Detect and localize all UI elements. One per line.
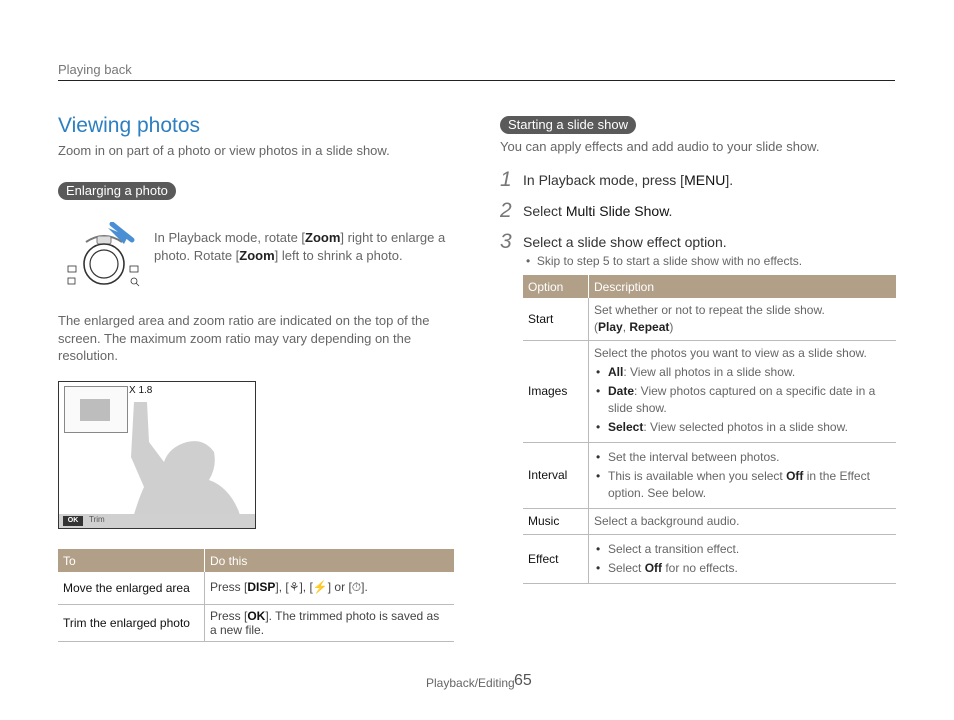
ok-button-icon: OK	[63, 516, 83, 526]
menu-key-icon: MENU	[684, 172, 726, 188]
step-text: Select a slide show effect option.	[523, 234, 727, 250]
option-description: Select the photos you want to view as a slide show. • All: View all photos in a slide show. • Date: View photos captured on a specific date in a slide show. • Select: View selected photos in a slide show.	[589, 341, 897, 443]
step-number: 3	[500, 230, 512, 253]
person-silhouette	[109, 402, 256, 529]
option-label: Music	[523, 509, 589, 535]
table-row	[58, 572, 454, 604]
option-label: Start	[523, 298, 589, 341]
trim-label: Trim	[89, 515, 105, 524]
option-label: Interval	[523, 443, 589, 509]
table-header: To	[58, 549, 205, 572]
table-cell: Move the enlarged area	[58, 572, 205, 604]
ok-key-icon: OK	[247, 608, 266, 623]
table-cell: Trim the enlarged photo	[58, 604, 205, 641]
zoom-lever-icon	[64, 222, 144, 288]
option-description: • Set the interval between photos. • This is available when you select Off in the Effect option. See below.	[589, 443, 897, 509]
option-label: Images	[523, 341, 589, 443]
option-description: Set whether or not to repeat the slide show. (Play, Repeat)	[589, 298, 897, 341]
table-row	[58, 604, 454, 641]
screen-bottom-bar	[59, 514, 255, 528]
step-text: In Playback mode, press [MENU].	[523, 172, 734, 188]
step-3	[500, 230, 727, 254]
step-2	[500, 199, 673, 223]
flash-icon: ⚡	[312, 580, 328, 595]
header-divider	[58, 80, 895, 81]
camera-screen-preview	[58, 381, 256, 529]
zoom-ratio: X 1.8	[129, 385, 153, 396]
slideshow-options-table	[523, 275, 896, 584]
table-header: Option	[523, 275, 589, 298]
zoom-note: The enlarged area and zoom ratio are indicated on the top of the screen. The maximum zoom ratio may vary depending on the resolution.	[58, 313, 430, 363]
step-text: Select Multi Slide Show.	[523, 203, 673, 219]
zoom-key-label: Zoom	[305, 230, 341, 245]
page-subtitle: Zoom in on part of a photo or view photos in a slide show.	[58, 143, 390, 158]
zoom-key-label: Zoom	[239, 247, 275, 263]
table-row	[523, 443, 896, 509]
table-header: Do this	[205, 549, 455, 572]
page-number: 65	[514, 672, 532, 689]
disp-key-icon: DISP	[247, 580, 276, 595]
section-label-enlarging: Enlarging a photo	[58, 182, 176, 200]
timer-icon: ⏱	[351, 580, 362, 595]
table-cell: Press [OK]. The trimmed photo is saved as a new file.	[205, 604, 455, 641]
step-3-note: • Skip to step 5 to start a slide show with no effects.	[526, 254, 803, 268]
page-title: Viewing photos	[58, 114, 201, 137]
zoom-navigator	[64, 386, 128, 433]
section-label-slideshow: Starting a slide show	[500, 116, 636, 134]
step-number: 1	[500, 168, 512, 191]
breadcrumb: Playing back	[58, 62, 132, 77]
option-label: Effect	[523, 535, 589, 584]
zoom-lever-illustration	[64, 222, 144, 288]
macro-icon: ⚘	[288, 580, 300, 595]
table-row	[523, 535, 896, 584]
enlarge-actions-table	[58, 549, 454, 642]
table-row	[523, 298, 896, 341]
footer-section: Playback/Editing	[426, 676, 515, 690]
slideshow-intro: You can apply effects and add audio to your slide show.	[500, 139, 820, 154]
step-number: 2	[500, 199, 512, 222]
table-row	[523, 509, 896, 535]
step-1	[500, 168, 734, 192]
table-cell: Press [DISP], [⚘], [⚡] or [⏱].	[205, 572, 455, 604]
menu-option-name: Multi Slide Show	[565, 203, 669, 219]
table-row	[523, 341, 896, 443]
option-description: Select a background audio.	[589, 509, 897, 535]
zoom-instruction: In Playback mode, rotate [Zoom] right to enlarge a photo. Rotate [Zoom] left to shrink a photo.	[154, 230, 446, 263]
table-header: Description	[589, 275, 897, 298]
option-description: • Select a transition effect. • Select Off for no effects.	[589, 535, 897, 584]
